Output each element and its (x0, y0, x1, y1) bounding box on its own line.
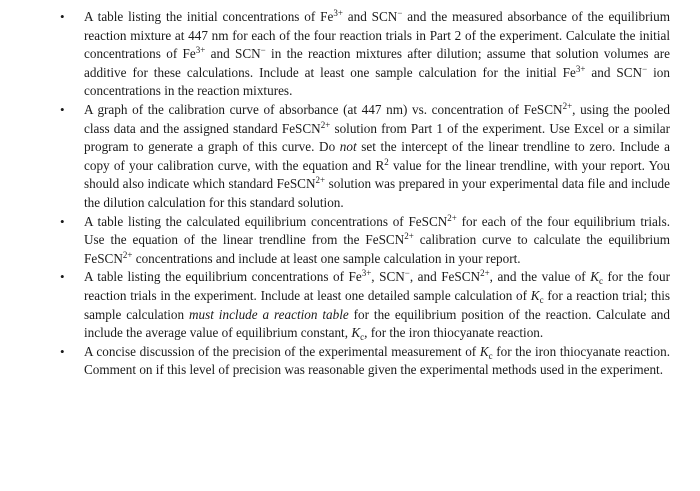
text-run: , SCN (371, 269, 405, 285)
superscript: 2+ (480, 268, 490, 279)
text-run: for each of the four equilibrium trials. Use the equation of the linear trendline from the FeSCN (84, 213, 670, 248)
superscript: 2+ (447, 212, 457, 223)
superscript: − (404, 268, 410, 279)
text-run: value for the linear trendline, with your report. You should also indicate which standard FeSCN (84, 157, 670, 192)
emphasis-text: must include a reaction table (189, 306, 349, 322)
superscript: 2 (384, 156, 389, 167)
text-run: calibration curve to calculate the equilibrium FeSCN (84, 232, 670, 266)
text-run: A concise discussion of the precision of the experimental measurement of (84, 343, 480, 359)
list-item (0, 213, 700, 269)
list-item-text (84, 102, 670, 210)
text-run: concentrations and include at least one sample calculation in your report. (132, 250, 521, 266)
text-run: A table listing the calculated equilibrium concentrations of FeSCN (84, 213, 448, 229)
superscript: 2+ (315, 175, 326, 186)
emphasis-text: K (530, 287, 540, 303)
document-page (0, 8, 700, 380)
emphasis-text: not (339, 139, 357, 155)
text-run: A graph of the calibration curve of absorbance (at 447 nm) vs. concentration of FeSCN (84, 101, 563, 117)
superscript: 3+ (361, 268, 372, 279)
text-run: for the iron thiocyanate reaction. Comment on if this level of precision was reasonable given the experimental methods used in the experiment. (84, 343, 670, 378)
superscript: 2+ (122, 249, 133, 260)
superscript: 2+ (562, 100, 573, 111)
list-item-text (84, 268, 671, 343)
text-run: ion concentrations in the reaction mixtures. (84, 64, 670, 99)
bullet-icon: • (60, 9, 65, 24)
emphasis-text: K (351, 325, 361, 341)
subscript: c (360, 332, 365, 343)
list-item-text (84, 214, 670, 266)
superscript: − (397, 8, 403, 18)
text-run: solution was prepared in your experimental data file and include the dilution calculation for this standard solution. (84, 176, 670, 210)
requirements-bullet-list (0, 8, 700, 380)
text-run: for the equilibrium position of the reaction. Calculate and include the average value of equilibrium constant, (84, 306, 670, 341)
list-item (0, 101, 700, 213)
text-run: , using the pooled class data and the assigned standard FeSCN (84, 101, 670, 136)
superscript: 2+ (320, 119, 331, 130)
subscript: c (539, 294, 544, 305)
bullet-icon: • (60, 213, 65, 229)
list-item (0, 268, 700, 342)
emphasis-text: K (479, 343, 489, 359)
text-run: A table listing the equilibrium concentrations of Fe (84, 269, 362, 285)
list-item (0, 343, 700, 380)
text-run: , and FeSCN (409, 269, 481, 285)
text-run: and SCN (342, 9, 398, 24)
text-run: and SCN (585, 64, 643, 80)
text-run: solution from Part 1 of the experiment. Use Excel or a similar program to generate a graph of this curve. Do (84, 120, 670, 155)
text-run: set the intercept of the linear trendline to zero. Include a copy of your calibration curve, with the equation and R (84, 139, 670, 173)
superscript: 3+ (195, 45, 206, 56)
text-run: in the reaction mixtures after dilution; assume that solution volumes are additive for these calculations. Include at least one sample calculation for the initial Fe (84, 46, 670, 80)
text-run: and the measured absorbance of the equilibrium reaction mixture at 447 nm for each of the four reaction trials in Part 2 of the experiment. Calculate the initial concentrations of Fe (84, 9, 670, 62)
emphasis-text: K (590, 269, 599, 285)
text-run: for a reaction trial; this sample calculation (84, 287, 671, 322)
superscript: 2+ (404, 231, 414, 242)
superscript: 3+ (575, 63, 586, 74)
superscript: − (642, 63, 648, 74)
subscript: c (488, 350, 493, 361)
subscript: c (599, 276, 603, 287)
text-run: , and the value of (489, 269, 591, 285)
bullet-icon: • (60, 269, 65, 285)
bullet-icon: • (60, 343, 65, 359)
list-item (0, 8, 700, 101)
list-item-text (84, 344, 670, 378)
text-run: for the four reaction trials in the experiment. Include at least one detailed sample calculation of (84, 269, 670, 303)
text-run: A table listing the initial concentrations of Fe (84, 9, 334, 24)
text-run: , for the iron thiocyanate reaction. (364, 325, 544, 341)
bullet-icon: • (60, 101, 65, 117)
text-run: and SCN (205, 46, 261, 62)
superscript: 3+ (333, 8, 343, 18)
list-item-text (84, 9, 670, 98)
superscript: − (260, 45, 266, 56)
